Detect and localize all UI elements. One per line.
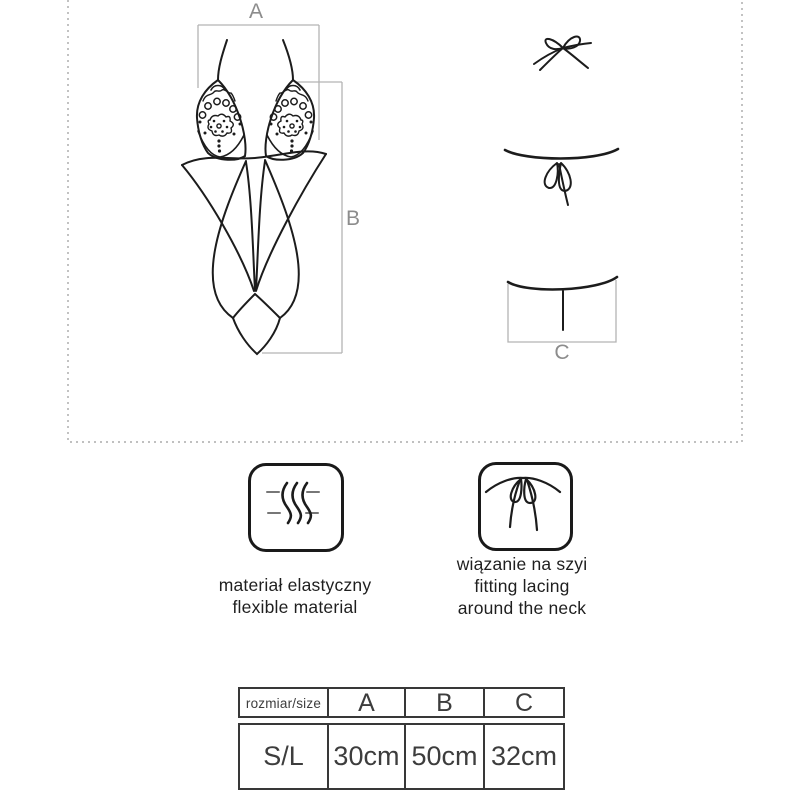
measure-label-b: B <box>345 207 361 230</box>
measure-c-bracket <box>508 280 616 342</box>
size-table-value-c: 32cm <box>483 725 563 788</box>
feature-line: materiał elastyczny <box>218 575 372 595</box>
bottom-panel <box>233 294 280 354</box>
center-gore-left <box>246 162 255 290</box>
size-table-header <box>238 687 565 718</box>
size-table-size: S/L <box>263 741 304 771</box>
feature-line: around the neck <box>457 598 587 618</box>
measure-label-a: A <box>248 0 264 23</box>
lace-cup <box>197 80 246 160</box>
feature-line: wiązanie na szyi <box>456 554 588 574</box>
back-tie-sketch <box>505 149 618 205</box>
center-gore-right <box>256 161 265 290</box>
side-line-left <box>213 161 246 318</box>
diagram-dashed-border <box>68 0 742 442</box>
measure-a-bracket <box>198 25 319 140</box>
cross-strap-left <box>182 165 254 291</box>
elastic-waves-glyph <box>251 466 335 543</box>
feature-lacing-text <box>402 553 642 619</box>
measure-label-c: C <box>554 341 570 364</box>
right-strap <box>283 40 293 80</box>
size-table-row <box>238 723 565 790</box>
feature-line: flexible material <box>232 597 358 617</box>
size-table-col-b: B <box>404 689 483 718</box>
left-strap <box>218 40 227 80</box>
size-table-col-c: C <box>483 689 563 718</box>
measurement-guides <box>198 25 616 353</box>
neck-lacing-icon <box>478 462 573 551</box>
size-table-col-a: A <box>327 689 404 718</box>
side-line-right <box>265 160 299 318</box>
measure-b-bracket <box>262 82 342 353</box>
elastic-material-icon <box>248 463 344 552</box>
size-table-value-b: 50cm <box>404 725 483 788</box>
bodysuit-sketch <box>182 40 326 354</box>
bottom-band-sketch <box>508 277 617 330</box>
halter-tie-sketch <box>534 37 591 70</box>
size-table-header-label: rozmiar/size <box>245 696 322 711</box>
lace-cup <box>265 80 314 160</box>
feature-elastic-text <box>165 574 425 618</box>
feature-line: fitting lacing <box>474 576 570 596</box>
underbust-band <box>182 151 326 165</box>
cross-strap-right <box>256 154 326 291</box>
size-table-value-a: 30cm <box>327 725 404 788</box>
lacing-bow-glyph <box>481 465 564 542</box>
